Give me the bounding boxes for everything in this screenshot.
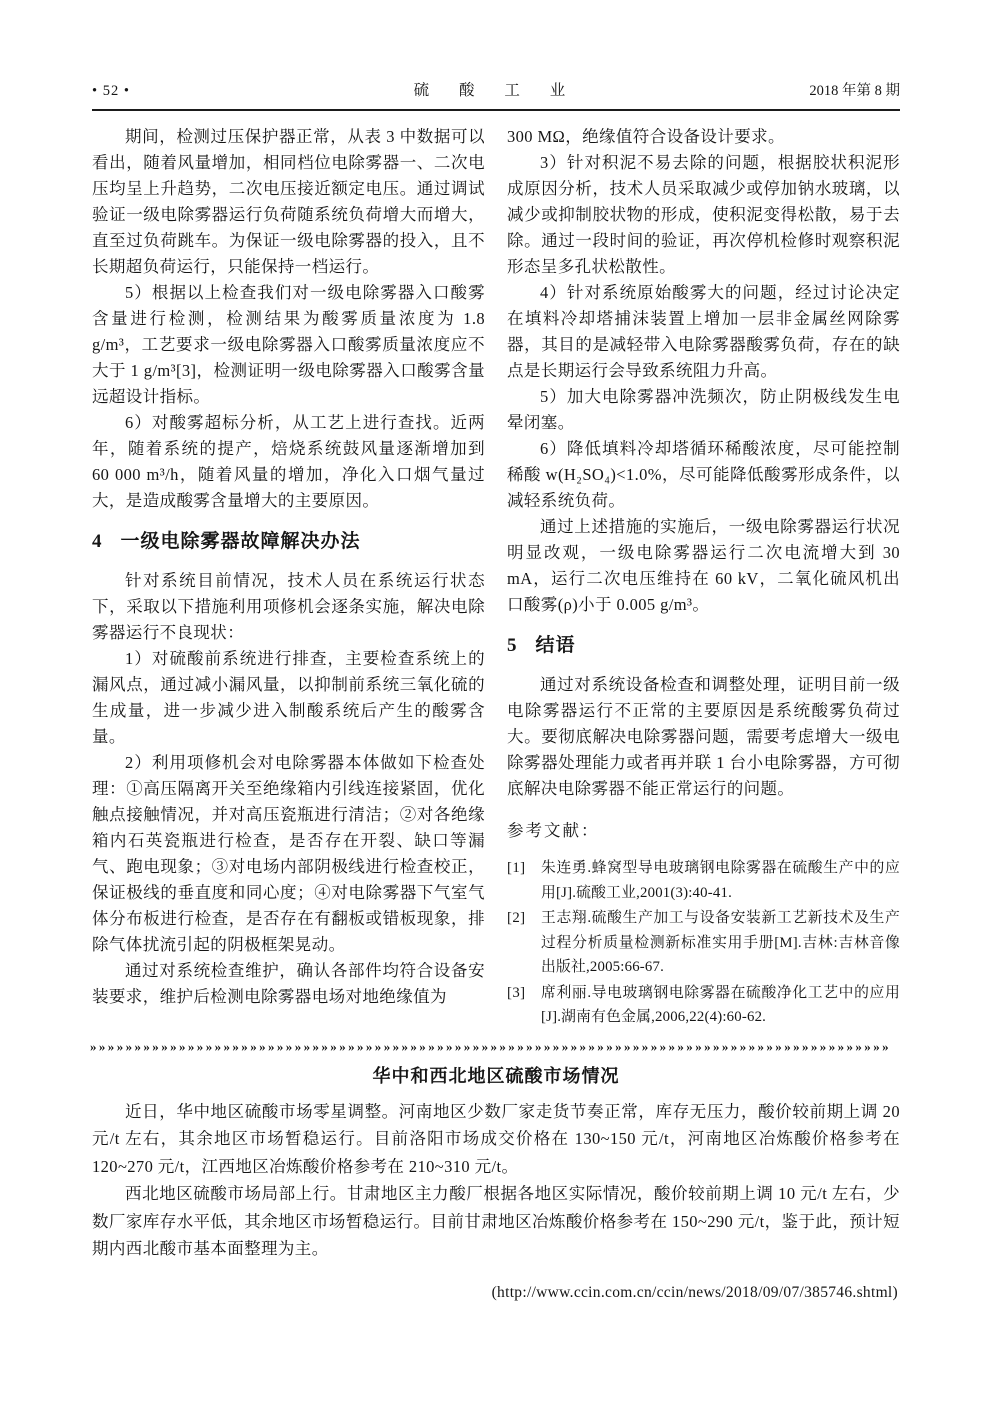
paragraph: 5）加大电除雾器冲洗频次，防止阴极线发生电晕闭塞。 bbox=[507, 387, 900, 432]
news-source-url: (http://www.ccin.com.cn/ccin/news/2018/09/07/385746.shtml) bbox=[491, 1283, 898, 1301]
right-column bbox=[507, 124, 900, 1031]
reference-text: 王志翔.硫酸生产加工与设备安装新工艺新技术及生产过程分析质量检测新标准实用手册[M].吉林:吉林音像出版社,2005:66-67. bbox=[541, 910, 900, 975]
section-title: 结语 bbox=[535, 635, 576, 656]
journal-title: 硫 酸 工 业 bbox=[413, 82, 579, 99]
paragraph: 5）根据以上检查我们对一级电除雾器入口酸雾含量进行检测，检测结果为酸雾质量浓度为 1.8 g/m³，工艺要求一级电除雾器入口酸雾质量浓度应不大于 1 g/m³[3]，检测证明一级电除雾器入口酸雾含量远超设计指标。 bbox=[92, 283, 485, 406]
news-paragraph: 近日，华中地区硫酸市场零星调整。河南地区少数厂家走货节奏正常，库存无压力，酸价较前期上调 20 元/t 左右，其余地区市场暂稳运行。目前洛阳市场成交价格在 130~150 元/t，河南地区冶炼酸价格参考在 120~270 元/t，江西地区冶炼酸价格参考在 210~310 元/t。 bbox=[92, 1101, 900, 1176]
paragraph: 期间，检测过压保护器正常，从表 3 中数据可以看出，随着风量增加，相同档位电除雾器一、二次电压均呈上升趋势，二次电压接近额定电压。通过调试验证一级电除雾器运行负荷随系统负荷增大而增大，直至过负荷跳车。为保证一级电除雾器的投入，且不长期超负荷运行，只能保持一档运行。 bbox=[92, 127, 485, 276]
section-number: 5 bbox=[507, 635, 518, 656]
paragraph: 6）降低填料冷却塔循环稀酸浓度，尽可能控制稀酸 w(H₂SO₄)<1.0%，尽可能降低酸雾形成条件，以减轻系统负荷。 bbox=[507, 439, 900, 510]
reference-label: [3] bbox=[507, 984, 526, 1001]
paragraph: 300 MΩ，绝缘值符合设备设计要求。 bbox=[507, 127, 785, 146]
references-heading: 参考文献： bbox=[507, 821, 600, 840]
section-heading-5 bbox=[507, 633, 900, 659]
news-section bbox=[92, 1062, 900, 1307]
paragraph: 1）对硫酸前系统进行排查，主要检查系统上的漏风点，通过减小漏风量，以抑制前系统三氧化硫的生成量，进一步减少进入制酸系统后产生的酸雾含量。 bbox=[92, 649, 485, 746]
paragraph: 2）利用项修机会对电除雾器本体做如下检查处理：①高压隔离开关至绝缘箱内引线连接紧固，优化触点接触情况，并对高压瓷瓶进行清洁；②对各绝缘箱内石英瓷瓶进行检查，是否存在开裂、缺口等漏气、跑电现象；③对电场内部阴极线进行检查校正，保证极线的垂直度和同心度；④对电除雾器下气室气体分布板进行检查，是否存在有翻板或错板现象，排除气体扰流引起的阴极框架晃动。 bbox=[92, 753, 485, 954]
news-title: 华中和西北地区硫酸市场情况 bbox=[372, 1065, 620, 1086]
paragraph: 3）针对积泥不易去除的问题，根据胶状积泥形成原因分析，技术人员采取减少或停加钠水玻璃，以减少或抑制胶状物的形成，使积泥变得松散，易于去除。通过一段时间的验证，再次停机检修时观察积泥形态呈多孔状松散性。 bbox=[507, 153, 900, 276]
section-heading-4 bbox=[92, 529, 485, 555]
article-body bbox=[92, 124, 900, 1031]
paragraph: 6）对酸雾超标分析，从工艺上进行查找。近两年，随着系统的提产，焙烧系统鼓风量逐渐增加到 60 000 m³/h，随着风量的增加，净化入口烟气量过大，是造成酸雾含量增大的主要原因。 bbox=[92, 413, 485, 510]
issue-label: 2018 年第 8 期 bbox=[809, 83, 900, 99]
page-header bbox=[92, 0, 900, 111]
section-number: 4 bbox=[92, 531, 103, 552]
reference-item bbox=[507, 981, 900, 1030]
reference-label: [2] bbox=[507, 910, 526, 926]
news-paragraph: 西北地区硫酸市场局部上行。甘肃地区主力酸厂根据各地区实际情况，酸价较前期上调 10 元/t 左右，少数厂家库存水平低，其余地区市场暂稳运行。目前甘肃地区冶炼酸价格参考在 150~290 元/t，鉴于此，预计短期内西北酸市基本面整理为主。 bbox=[92, 1184, 900, 1258]
reference-item bbox=[507, 856, 900, 905]
paragraph: 4）针对系统原始酸雾大的问题，经过讨论决定在填料冷却塔捕沫装置上增加一层非金属丝网除雾器，其目的是减轻带入电除雾器酸雾负荷，存在的缺点是长期运行会导致系统阻力升高。 bbox=[507, 283, 900, 380]
page-number: • 52 • bbox=[92, 83, 130, 99]
section-divider: »»»»»»»»»»»»»»»»»»»»»»»»»»»»»»»»»»»»»»»»»»»»»»»»»»»»»»»»»»»»»»»»»»»»»»»»»»»»»»»»»»»»»»»»»» bbox=[90, 1039, 891, 1054]
reference-item bbox=[507, 906, 900, 980]
reference-label: [1] bbox=[507, 860, 526, 876]
reference-text: 朱连勇.蜂窝型导电玻璃钢电除雾器在硫酸生产中的应用[J].硫酸工业,2001(3):40-41. bbox=[541, 860, 900, 901]
paragraph: 通过对系统设备检查和调整处理，证明目前一级电除雾器运行不正常的主要原因是系统酸雾负荷过大。要彻底解决电除雾器问题，需要考虑增大一级电除雾器处理能力或者再并联 1 台小电除雾器，方可彻底解决电除雾器不能正常运行的问题。 bbox=[507, 675, 900, 798]
paragraph: 针对系统目前情况，技术人员在系统运行状态下，采取以下措施利用项修机会逐条实施，解决电除雾器运行不良现状： bbox=[92, 571, 485, 642]
paragraph: 通过上述措施的实施后，一级电除雾器运行状况明显改观，一级电除雾器运行二次电流增大到 30 mA，运行二次电压维持在 60 kV，二氧化硫风机出口酸雾(ρ)小于 0.005 g/m³。 bbox=[507, 517, 900, 614]
left-column bbox=[92, 124, 485, 1031]
paragraph: 通过对系统检查维护，确认各部件均符合设备安装要求，维护后检测电除雾器电场对地绝缘值为 bbox=[92, 961, 485, 1006]
reference-text: 席利丽.导电玻璃钢电除雾器在硫酸净化工艺中的应用[J].湖南有色金属,2006,22(4):60-62. bbox=[541, 984, 900, 1025]
section-title: 一级电除雾器故障解决办法 bbox=[120, 531, 361, 552]
